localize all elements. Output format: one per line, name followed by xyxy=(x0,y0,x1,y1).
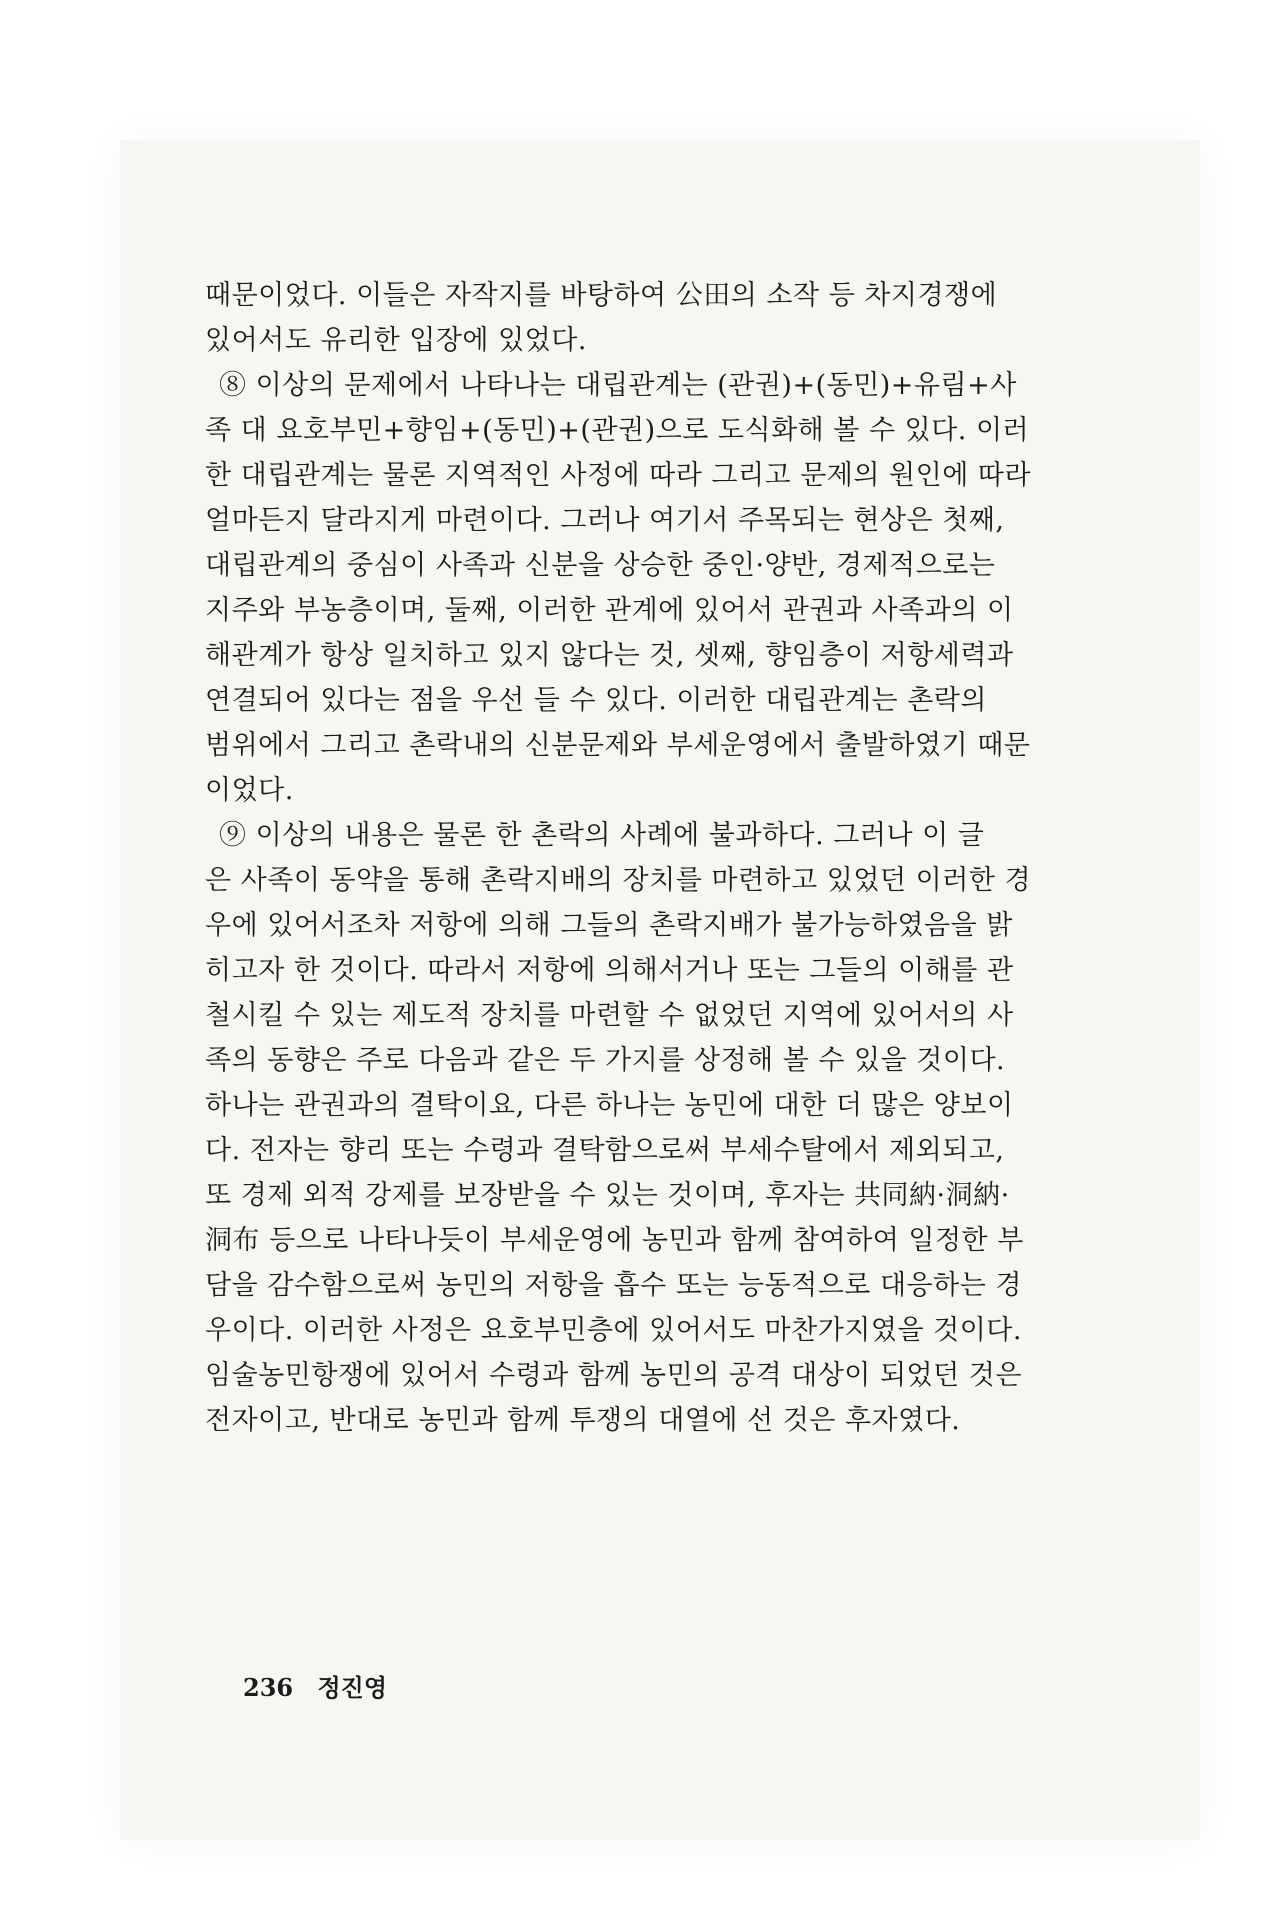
text-line: 洞布 등으로 나타나듯이 부세운영에 농민과 함께 참여하여 일정한 부 xyxy=(205,1225,1024,1256)
author-name: 정진영 xyxy=(317,1673,388,1702)
text-line: ⑨ 이상의 내용은 물론 한 촌락의 사례에 불과하다. 그러나 이 글 xyxy=(219,820,985,851)
text-line: 있어서도 유리한 입장에 있었다. xyxy=(205,325,587,356)
text-line: 히고자 한 것이다. 따라서 저항에 의해서거나 또는 그들의 이해를 관 xyxy=(205,955,1014,986)
text-line: 다. 전자는 향리 또는 수령과 결탁함으로써 부세수탈에서 제외되고, xyxy=(205,1135,1005,1166)
text-line: 연결되어 있다는 점을 우선 들 수 있다. 이러한 대립관계는 촌락의 xyxy=(205,685,987,716)
body-text xyxy=(205,273,1100,1443)
text-line: 지주와 부농층이며, 둘째, 이러한 관계에 있어서 관권과 사족과의 이 xyxy=(205,595,1014,626)
text-line: ⑧ 이상의 문제에서 나타나는 대립관계는 (관권)+(동민)+유림+사 xyxy=(219,370,1017,401)
page-footer xyxy=(243,1668,387,1703)
text-line: 이었다. xyxy=(205,775,294,806)
text-line: 때문이었다. 이들은 자작지를 바탕하여 公田의 소작 등 차지경쟁에 xyxy=(205,280,998,311)
text-line: 범위에서 그리고 촌락내의 신분문제와 부세운영에서 출발하였기 때문 xyxy=(205,730,1031,761)
text-line: 해관계가 항상 일치하고 있지 않다는 것, 셋째, 향임층이 저항세력과 xyxy=(205,640,1014,671)
text-line: 대립관계의 중심이 사족과 신분을 상승한 중인·양반, 경제적으로는 xyxy=(205,550,996,581)
text-line: 족 대 요호부민+향임+(동민)+(관권)으로 도식화해 볼 수 있다. 이러 xyxy=(205,415,1030,446)
text-line: 은 사족이 동약을 통해 촌락지배의 장치를 마련하고 있었던 이러한 경 xyxy=(205,865,1032,896)
text-line: 임술농민항쟁에 있어서 수령과 함께 농민의 공격 대상이 되었던 것은 xyxy=(205,1360,1022,1391)
text-line: 족의 동향은 주로 다음과 같은 두 가지를 상정해 볼 수 있을 것이다. xyxy=(205,1045,1006,1076)
text-line: 철시킬 수 있는 제도적 장치를 마련할 수 없었던 지역에 있어서의 사 xyxy=(205,1000,1014,1031)
text-line: 얼마든지 달라지게 마련이다. 그러나 여기서 주목되는 현상은 첫째, xyxy=(205,505,1005,536)
text-line: 하나는 관권과의 결탁이요, 다른 하나는 농민에 대한 더 많은 양보이 xyxy=(205,1090,1014,1121)
text-line: 우에 있어서조차 저항에 의해 그들의 촌락지배가 불가능하였음을 밝 xyxy=(205,910,1013,941)
text-line: 전자이고, 반대로 농민과 함께 투쟁의 대열에 선 것은 후자였다. xyxy=(205,1405,961,1436)
text-line: 또 경제 외적 강제를 보장받을 수 있는 것이며, 후자는 共同納·洞納· xyxy=(205,1180,1010,1211)
text-line: 한 대립관계는 물론 지역적인 사정에 따라 그리고 문제의 원인에 따라 xyxy=(205,460,1032,491)
page-number: 236 xyxy=(243,1673,294,1702)
text-line: 담을 감수함으로써 농민의 저항을 흡수 또는 능동적으로 대응하는 경 xyxy=(205,1270,1022,1301)
text-line: 우이다. 이러한 사정은 요호부민층에 있어서도 마찬가지였을 것이다. xyxy=(205,1315,1022,1346)
